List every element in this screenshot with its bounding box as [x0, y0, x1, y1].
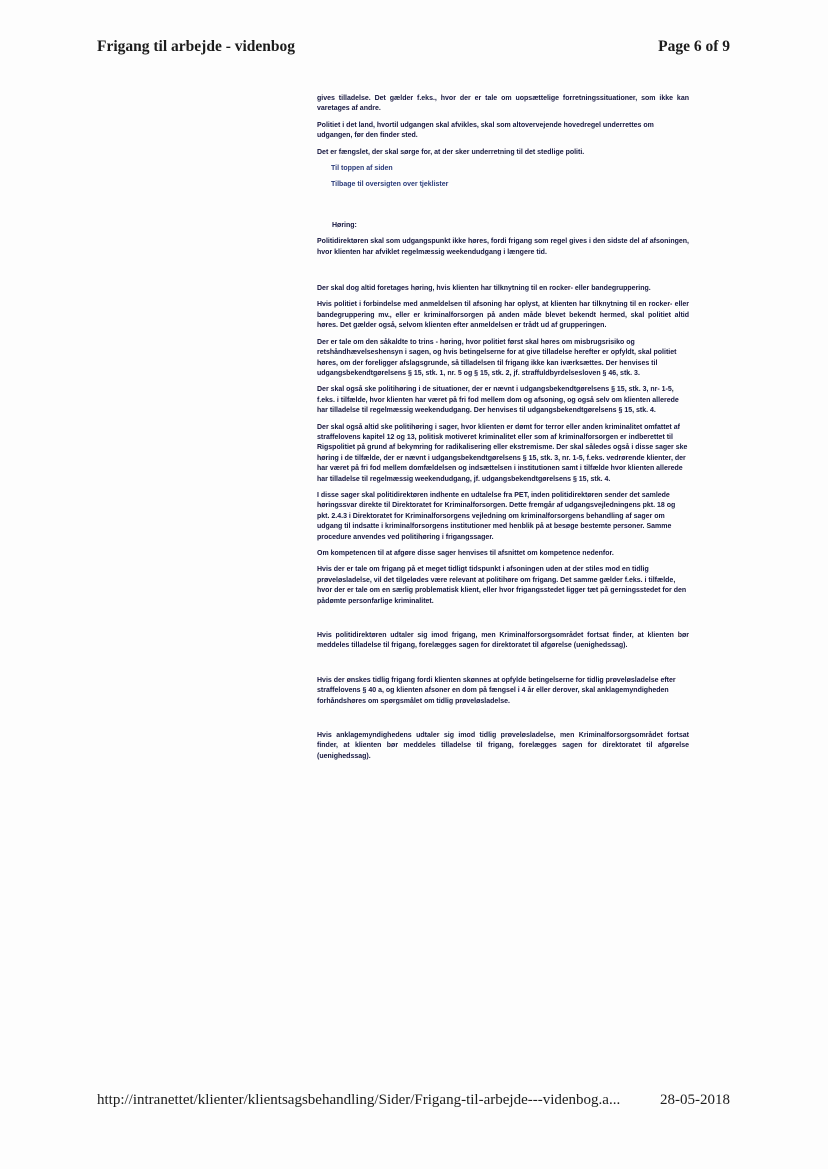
paragraph: Politidirektøren skal som udgangspunkt ikke høres, fordi frigang som regel gives i den sidste del af afsoningen, hvor klienten har afviklet regelmæssig weekendudgang i længere tid. [317, 238, 689, 256]
paragraph: Hvis politidirektøren udtaler sig imod frigang, men Kriminalforsorgsområdet fortsat finder, at klienten bør meddeles tilladelse til frigang, forelægges sagen for direktoratet til afgørelse (uenighedssag). [317, 632, 689, 650]
page-number: Page 6 of 9 [658, 38, 730, 55]
paragraph: Politiet i det land, hvortil udgangen skal afvikles, skal som altovervejende hovedregel underrettes om udgangen, før den finder sted. [317, 121, 654, 140]
paragraph: Der skal også altid ske politihøring i sager, hvor klienten er dømt for terror eller anden kriminalitet omfattet af straffelovens kapitel 12 og 13, politisk motiveret kriminalitet eller som af kriminalforsorgen er indberettet til Rigspolitiet på grund af bekymring for radikalisering eller ekstremisme. Der skal således også i disse sager ske høring i de tilfælde, der er nævnt i udgangsbekendtgørelsens § 15, stk. 3, nr. 1-5, f.eks. vedrørende klienter, der har været på fri fod mellem domfældelsen og indsættelsen i institutionen samt i tilfælde hvor klienten allerede har tilladelse til regelmæssig weekendudgang, jf. udgangsbekendtgørelsens § 15, stk. 4. [317, 423, 688, 483]
paragraph: Om kompetencen til at afgøre disse sager henvises til afsnittet om kompetence nedenfor. [317, 550, 614, 557]
footer-date: 28-05-2018 [660, 1092, 730, 1108]
section-heading: Høring: [332, 221, 357, 229]
paragraph: Der skal også ske politihøring i de situationer, der er nævnt i udgangsbekendtgørelsens § 15, stk. 3, nr- 1-5, f.eks. i tilfælde, hvor klienten har været på fri fod mellem dom og afsoning, og også selv om klienten allerede har tilladelse til regelmæssig weekendudgang. Der henvises til udgangsbekendtgørelsens § 15, stk. 4. [317, 386, 679, 415]
back-to-overview-link[interactable]: Tilbage til oversigten over tjeklister [331, 181, 449, 189]
to-top-link[interactable]: Til toppen af siden [331, 165, 393, 173]
paragraph: Der er tale om den såkaldte to trins - høring, hvor politiet først skal høres om misbrugsrisiko og retshåndhævelseshensyn i sagen, og hvis betingelserne for at give tilladelse herefter er opfyldt, skal politiet høres, om der foreligger afslagsgrunde, så tilladelsen til frigang ikke kan iværksættes. Der henvises til udgangsbekendtgørelsens § 15, stk. 1, nr. 5 og § 15, stk. 2, jf. straffuldbyrdelsesloven § 46, stk. 3. [317, 338, 677, 377]
paragraph: Hvis der ønskes tidlig frigang fordi klienten skønnes at opfylde betingelserne for tidlig prøveløsladelse efter straffelovens § 40 a, og klienten afsoner en dom på fængsel i 4 år eller derover, skal anklagemyndigheden forhåndshøres om spørgsmålet om tidlig prøveløsladelse. [317, 676, 676, 705]
paragraph: Hvis politiet i forbindelse med anmeldelsen til afsoning har oplyst, at klienten har tilknytning til en rocker- eller bandegruppering mv., eller er kriminalforsorgen på anden måde blevet bekendt hermed, skal politiet altid høres. Det gælder også, selvom klienten efter anmeldelsen er trådt ud af grupperingen. [317, 301, 689, 330]
paragraph: Der skal dog altid foretages høring, hvis klienten har tilknytning til en rocker- eller bandegruppering. [317, 285, 651, 293]
paragraph: gives tilladelse. Det gælder f.eks., hvor der er tale om uopsættelige forretningssituationer, som ikke kan varetages af andre. [317, 95, 689, 113]
paragraph: Hvis der er tale om frigang på et meget tidligt tidspunkt i afsoningen uden at der stiles mod en tidlig prøveløsladelse, vil det tilgelødes være relevant at politihøre om frigang. Det samme gælder f.eks. i tilfælde, hvor der er tale om en særlig problematisk klient, eller hvor frigangsstedet ligger tæt på gerningsstedet for den pådømte personfarlige kriminalitet. [317, 566, 687, 605]
paragraph: I disse sager skal politidirektøren indhente en udtalelse fra PET, inden politidirektøren sender det samlede høringssvar direkte til Direktoratet for Kriminalforsorgen. Dette fremgår af udgangsvejledningens pkt. 18 og pkt. 2.4.3 i Direktoratet for Kriminalforsorgens vejledning om kriminalforsorgens behandling af sager om udgang til indsatte i kriminalforsorgens institutioner med henblik på at besøge bestemte personer. Samme procedure anvendes ved politihøring i frigangssager. [317, 491, 676, 541]
paragraph: Det er fængslet, der skal sørge for, at der sker underretning til det stedlige politi. [317, 148, 585, 156]
page-header-title: Frigang til arbejde - videnbog [97, 38, 296, 55]
footer-url: http://intranettet/klienter/klientsagsbehandling/Sider/Frigang-til-arbejde---videnbog.a... [97, 1092, 621, 1108]
paragraph: Hvis anklagemyndighedens udtaler sig imod tidlig prøveløsladelse, men Kriminalforsorgsområdet fortsat finder, at klienten bør meddeles tilladelse til frigang, forelægges sagen for direktoratet til afgørelse (uenighedssag). [317, 732, 689, 760]
document-body [317, 94, 689, 768]
